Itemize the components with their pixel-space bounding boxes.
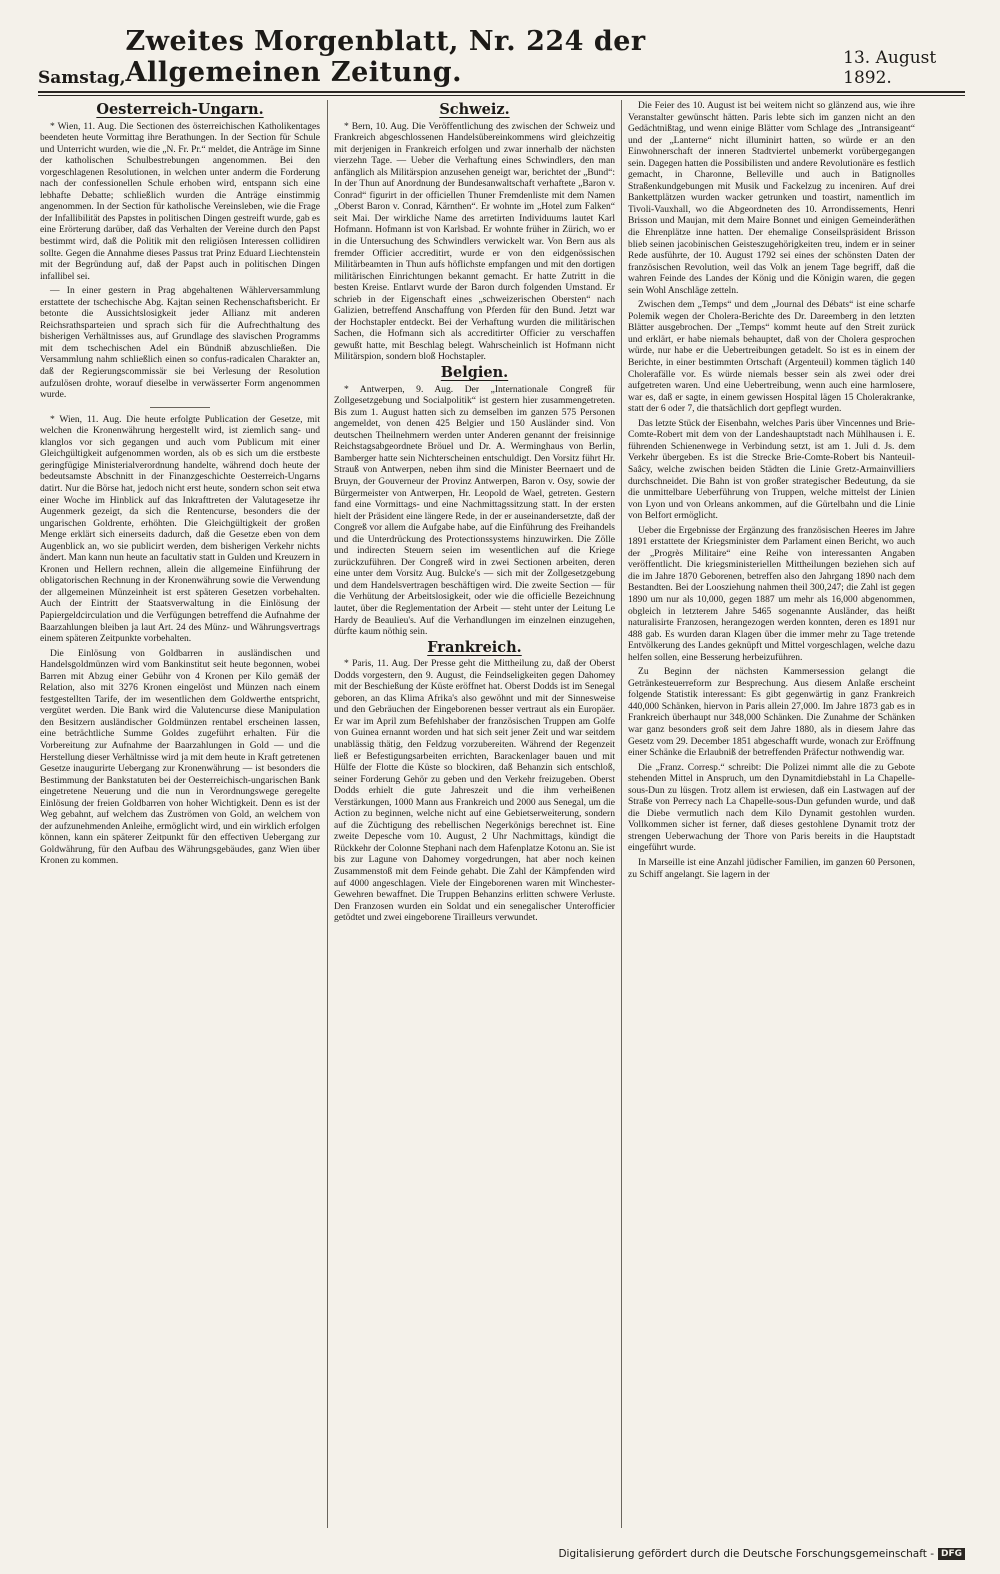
- article-paragraph: Die „Franz. Corresp.“ schreibt: Die Polizei nimmt alle die zu Gebote stehenden Mittel in Anspruch, um den Dynamitdiebstahl in La Chapelle-sous-Dun zu lüsgen. Trotz allem ist erwiesen, daß ein Lastwagen auf der Straße von Perrecy nach La Chapelle-sous-Dun gefunden wurde, und daß die Diebe vermutlich nach dem Kilo Dynamit gestohlen wurden. Vollkommen sicher ist ferner, daß dieses gestohlene Dynamit trotz der strengen Ueberwachung der Thore von Paris bereits in die Hauptstadt eingeführt wurde.: [628, 761, 915, 854]
- column-2: [334, 100, 615, 1528]
- article-paragraph: * Wien, 11. Aug. Die Sectionen des österreichischen Katholikentages beendeten heute Vormittag ihre Berathungen. In der Section für Schule und Unterricht wurden, wie die „N. Fr. Pr.“ meldet, die Anträge im Sinne der katholischen Schulbestrebungen angenommen. Bei den vorgeschlagenen Resolutionen, in welchen unter anderm die Forderung nach der confessionellen Schule erhoben wird, entspann sich eine lebhafte Debatte; schließlich wurden die Anträge einstimmig angenommen. In der Section für katholische Vereinsleben, wie die Frage der Infallibilität des Papstes in politischen Dingen gestreift wurde, gab es eine Erörterung darüber, daß das Verhalten der Vereine durch den Papst bestimmt wird, daß die Politik mit den religiösen Interessen collidiren sollte. Gegen die Annahme dieses Passus trat Prinz Eduard Liechtenstein mit der Begründung auf, daß der Papst auch in politischen Dingen infallibel sei.: [40, 120, 320, 282]
- section-heading-belgium: Belgien.: [440, 364, 509, 382]
- masthead-rule-thin: [38, 95, 965, 96]
- section-heading-austria: Oesterreich-Ungarn.: [96, 101, 264, 118]
- column-divider: [621, 100, 622, 1528]
- article-paragraph: Zu Beginn der nächsten Kammersession gelangt die Getränkesteuerreform zur Besprechung. Aus diesem Anlaße erscheint folgende Statistik interessant: Es gibt gegenwärtig in ganz Frankreich 440,000 Schänken, hiervon in Paris allein 27,000. Im Jahre 1873 gab es in Frankreich überhaupt nur 348,000 Schänken. Die Zunahme der Schänken war ganz besonders groß seit dem Jahre 1880, als in diesem Jahre das Gesetz vom 29. December 1851 abgeschafft wurde, wonach zur Eröffnung einer Schänke die Erlaubniß der betreffenden Präfectur nothwendig war.: [628, 666, 915, 759]
- article-paragraph: Zwischen dem „Temps“ und dem „Journal des Débats“ ist eine scharfe Polemik wegen der Cholera-Berichte des Dr. Dareemberg in den letzten Blätter ausgebrochen. Der „Temps“ kommt heute auf den Streit zurück und erklärt, er habe niemals behauptet, daß von der Cholera gesprochen würde, nur habe er die Uebertreibungen getadelt. So ist es in einem der Berichte, in einer bestimmten Ortschaft (Argenteuil) kommen täglich 140 Cholerafälle vor. Es würde niemals besser sein als zwei oder drei aufgetreten waren. Und eine Uebertreibung, wenn auch eine harmlosere, war es, daß er sagte, in einem gewissen Hospital lägen 15 Cholerakranke, statt der 6 oder 7, die thatsächlich dort gepflegt wurden.: [628, 299, 915, 415]
- column-divider: [327, 100, 328, 1528]
- section-heading-switzerland: Schweiz.: [439, 101, 510, 118]
- article-paragraph: Die Einlösung von Goldbarren in ausländischen und Handelsgoldmünzen wird vom Bankinstitut seit heute begonnen, wobei Barren mit Abzug einer Gebühr von 4 Kronen per Kilo gemäß der Relation, also mit 3276 Kronen eingelöst und Münzen nach einem festgestellten Tarife, der im wesentlichen dem Goldwerthe entspricht, vergütet werden. Die Bank wird die Valutencurse diese Manipulation den Besitzern ausländischer Goldmünzen rentabel erscheinen lassen, eine beträchtliche Summe Goldes zugeführt erhalten. Für die Vorbereitung zur Aufnahme der Baarzahlungen in Gold — und die Herstellung dieser Verhältnisse wird ja mit dem heute in Kraft getretenen Gesetze inaugurirte Uebergang zur Kronenwährung — ist besonders die Bestimmung der Bankstatuten bei der Oesterreichisch-ungarischen Bank eingetretene Neuerung und die nun in Verordnungswege geregelte Einlösung der freien Goldbarren von hoher Wichtigkeit. Denn es ist der Weg gebahnt, auf welchem das Zuströmen von Gold, an welchem von der aufzunehmenden Anleihe, ermöglicht wird, und ein wirklich erfolgen können, kann ein späterer Zeitpunkt für den effectiven Uebergang zur Goldwährung, für den Aufbau des Währungsgebäudes, ganz Wien über Kronen zu kommen.: [40, 647, 320, 867]
- section-heading-france: Frankreich.: [427, 638, 522, 656]
- column-3: [628, 100, 915, 1528]
- article-paragraph: * Paris, 11. Aug. Der Presse geht die Mittheilung zu, daß der Oberst Dodds vorgestern, den 9. August, die Feindseligkeiten gegen Dahomey mit der Beschießung der Küste eröffnet hat. Oberst Dodds ist im Senegal geboren, an das Klima Afrika's also gewöhnt und mit der Sinnesweise und den Gebräuchen der Eingeborenen besser vertraut als ein Europäer. Er war im April zum Befehlshaber der französischen Truppen am Golfe von Guinea ernannt worden und hat sich seit jener Zeit und war seitdem unablässig thätig, den Feldzug vorzubereiten. Während der Regenzeit ließ er Befestigungsarbeiten errichten, Barackenlager bauen und mit Hülfe der Flotte die Küste so blockiren, daß Behanzin sich entschloß, seiner Forderung Gehör zu geben und den Verkehr freizugeben. Oberst Dodds erhielt die gute Jahreszeit und die ihm verheißenen Verstärkungen, 1000 Mann aus Frankreich und 2000 aus Senegal, um die Action zu beginnen, welche nicht auf eine Gebietserweiterung, sondern auf die Züchtigung des rebellischen Negerkönigs berechnet ist. Eine zweite Depesche vom 10. August, 2 Uhr Nachmittags, kündigt die Rückkehr der Colonne Stephani nach dem Hafenplatze Kotonu an. Sie ist bis zur Lagune von Dahomey vorgedrungen, hat aber noch keinen Zusammenstoß mit dem Feinde gehabt. Die Zahl der Kämpfenden wird auf 4000 angeschlagen. Viele der Eingeborenen waren mit Winchester-Gewehren bewaffnet. Die Truppen Behanzins erlitten schwere Verluste. Den Franzosen wurden ein Soldat und ein senegalischer Unterofficier getödtet und zwei eingeborene Tirailleurs verwundet.: [334, 658, 615, 924]
- masthead-rule: [38, 91, 965, 93]
- separator: [150, 407, 210, 408]
- column-1: [40, 100, 320, 1528]
- masthead-date: 13. August 1892.: [843, 48, 937, 88]
- article-paragraph: Das letzte Stück der Eisenbahn, welches Paris über Vincennes und Brie-Comte-Robert mit dem von der Landeshauptstadt nach Mühlhausen i. E. führenden Schienenwege in Verbindung setzt, ist am 1. Juli d. Js. dem Verkehr übergeben. Es ist die Strecke Brie-Comte-Robert bis Nanteuil-Saâcy, welche zwischen beiden Städten die Linie Gretz-Armainvilliers durchschneidet. Die Bahn ist von großer strategischer Bedeutung, da sie die unmittelbare Ueberführung von Truppen, welche mittelst der Linien von Lyon und von Orleans ankommen, auf die Gürtelbahn und die Linie von Belfort ermöglicht.: [628, 417, 915, 522]
- masthead: [38, 26, 965, 88]
- article-paragraph: * Antwerpen, 9. Aug. Der „Internationale Congreß für Zollgesetzgebung und Socialpolitik“ ist gestern hier zusammengetreten. Bis zum 1. August hatten sich zu demselben im ganzen 575 Personen angemeldet, von denen 425 Belgier und 150 Ausländer sind. Von deutschen Theilnehmern werden unter Anderen genannt der freisinnige Reichstagsabgeordnete Bröuel und Dr. A. Werminghaus von Berlin, Bamberger hatte sein Nichterscheinen entschuldigt. Den Vorsitz führt Hr. Strauß von Antwerpen, neben ihm sind die Minister Beernaert und de Bruyn, der Gouverneur der Provinz Antwerpen, Baron v. Osy, sowie der Bürgermeister von Antwerpen, Hr. Leopold de Wael, getreten. Gestern fand eine Vormittags- und eine Nachmittagssitzung statt. In der ersten hielt der Präsident eine längere Rede, in der er auseinandersetzte, daß der Congreß vor allem die Aufgabe habe, auf die Einführung des Freihandels und die Unterdrückung des Protectionssystems hinzuwirken. Die Zölle und indirecten Steuern seien im wesentlichen auf die Kriege zurückzuführen. Der Congreß wird in zwei Sectionen arbeiten, deren eine unter dem Vorsitz Aug. Bulcke's — sich mit der Zollgesetzgebung und dem Handelsvertragen beschäftigen wird. Die zweite Section — für die Verhütung der Arbeitslosigkeit, oder wie die officielle Bezeichnung lautet, über die Reglementation der Arbeit — steht unter der Leitung Le Hardy de Beaulieu's. Auf die Verhandlungen im einzelnen einzugehen, dürfte kaum nöthig sein.: [334, 383, 615, 638]
- article-paragraph: — In einer gestern in Prag abgehaltenen Wählerversammlung erstattete der tschechische Abg. Kajtan seinen Rechenschaftsbericht. Er betonte die Aussichtslosigkeit jeder Allianz mit anderen Reichsrathsparteien und sprach sich für die Aufrechthaltung des bisherigen Verhältnisses aus, auf Grundlage des slavischen Programms mit dem tschechischen Adel ein Bündniß abzuschließen. Die Versammlung nahm schließlich einen so confus-radicalen Charakter an, daß der Regierungscommissär sie bei Verlesung der Resolution aufzulösen drohte, worauf dieselbe in verwässerter Form angenommen wurde.: [40, 285, 320, 401]
- article-paragraph: * Bern, 10. Aug. Die Veröffentlichung des zwischen der Schweiz und Frankreich abgeschlossenen Handelsübereinkommens wird gleichzeitig mit derjenigen in Frankreich erfolgen und zwar innerhalb der nächsten vierzehn Tage. — Ueber die Verhaftung eines Schwindlers, den man anfänglich als Militärspion anzusehen geneigt war, berichtet der „Bund“: In der Thun auf Anordnung der Bundesanwaltschaft verhaftete „Baron v. Conrad“ figurirt in der officiellen Thuner Fremdenliste mit dem Namen „Oberst Baron v. Conrad, Kärnthen“. Er wohnte im „Hotel zum Falken“ seit Mai. Der wirkliche Name des arretirten Individuums lautet Karl Hofmann. Hofmann ist von Karlsbad. Er wohnte früher in Zürich, wo er in die Untersuchung des Schwindlers verwickelt war. Von Bern aus als fremder Officier accreditirt, wurde er von den eidgenössischen Militärbeamten in Thun aufs höflichste empfangen und mit den dortigen militärischen Einrichtungen bekannt gemacht. Er hatte Zutritt in die besten Kreise. Entlarvt wurde der Baron durch folgenden Umstand. Er schrieb in der Eigenschaft eines „schweizerischen Obersten“ nach Galizien, betreffend Anschaffung von Pferden für den Bund. Jetzt war der Hochstapler entdeckt. Bei der Verhaftung wurden die militärischen Sachen, die Hofmann sich als accreditirter Officier zu verschaffen gewußt hatte, mit Beschlag belegt. Wahrscheinlich ist Hofmann nicht Militärspion, sondern bloß Hochstapler.: [334, 120, 615, 363]
- dfg-logo: DFG: [938, 1548, 965, 1560]
- article-paragraph: Die Feier des 10. August ist bei weitem nicht so glänzend aus, wie ihre Veranstalter gewünscht hätten. Paris lebte sich im ganzen nicht an den Gedächtnißtag, und wenn einige Blätter vom Schlage des „Intransigeant“ und der „Lanterne“ nicht illuminirt hatten, so würde er an den Einwohnerschaft der inneren Stadtviertel unbemerkt vorübergegangen sein. Dagegen hatten die Possibilisten und andere Revolutionäre es festlich gemacht, in Charonne, Belleville und auch in Batignolles Straßenkundgebungen mit Musik und Fackelzug zu inceniren. Auf drei Bankettplätzen wurden wacker getrunken und toastirt, namentlich im Tivoli-Vauxhall, wo die Abgeordneten des 10. Arrondissements, Henri Brisson und Maujan, mit dem Maire Bonnet und einigen Gemeinderäthen die Ehrenplätze inne hatten. Der ehemalige Conseilspräsident Brisson blieb seinen jacobinischen Geisteszugehörigkeiten treu, indem er in seiner Rede ausführte, der 10. August 1792 sei eines der schönsten Daten der französischen Revolution, weil das Volk an jenem Tage begriff, daß die wahren Feinde des Landes der König und die Königin waren, die gegen sein Wohl Anschläge zetteln.: [628, 100, 915, 296]
- masthead-title: Zweites Morgenblatt, Nr. 224 der Allgemeinen Zeitung.: [125, 26, 646, 88]
- article-paragraph: Ueber die Ergebnisse der Ergänzung des französischen Heeres im Jahre 1891 erstattete der Kriegsminister dem Parlament einen Bericht, wo auch der „Progrès Militaire“ eine Reihe von interessanten Angaben veröffentlicht. Die kriegsministeriellen Mittheilungen beziehen sich auf die im Jahre 1870 Geborenen, betreffen also den Jahrgang 1890 nach dem Bestandten. Bei der Loosziehung nahmen theil 300,247; die Zahl ist gegen 1890 um nur als 10,000, gegen 1887 um mehr als 16,000 abgenommen, obgleich in letzterem Jahre 5465 sogenannte Ausländer, das heißt naturalisirte Franzosen, herangezogen werden konnten, deren es 1891 nur 488 gab. Es wurden daran Klagen über die immer mehr zu Tage tretende Entvölkerung des Landes geknüpft und Mittel vorgeschlagen, welche dazu helfen sollen, eine Besserung herbeizuführen.: [628, 524, 915, 663]
- article-paragraph: In Marseille ist eine Anzahl jüdischer Familien, im ganzen 60 Personen, zu Schiff angelangt. Sie lagern in der: [628, 857, 915, 880]
- masthead-day: Samstag,: [38, 68, 126, 88]
- footer-text: Digitalisierung gefördert durch die Deutsche Forschungsgemeinschaft -: [558, 1548, 934, 1560]
- digitization-footer: [558, 1548, 965, 1560]
- article-paragraph: * Wien, 11. Aug. Die heute erfolgte Publication der Gesetze, mit welchen die Kronenwährung hergestellt wird, ist ziemlich sang- und klanglos vor sich gegangen und auch vom Publicum mit einer Gleichgültigkeit aufgenommen worden, als ob es sich um die erstbeste geringfügige Ministerialverordnung handelte, während doch heute der bedeutsamste Abschnitt in der Finanzgeschichte Oesterreich-Ungarns datirt. Nur die Börse hat, jedoch nicht erst heute, sondern schon seit etwa einer Woche im Hinblick auf das Inkrafttreten der Valutagesetze ihr Augenmerk gezeigt, da sich die Rentencurse, besonders die der ungarischen Goldrente, erhöhten. Die Gleichgültigkeit der großen Menge erklärt sich einerseits dadurch, daß die Gesetze eben von dem Augenblick an, wo sie publicirt werden, dem bisherigen Verkehr nichts ändert. Man kann nun heute an facultativ statt in Gulden und Kreuzern in Kronen und Hellern rechnen, allein die allgemeine Einführung der obligatorischen Rechnung in der Kronenwährung sowie die Verwendung der allgemeinen Münzeinheit ist erst späteren Gesetzen vorbehalten. Auch der Eintritt der Staatsverwaltung in die Einlösung der Papiergeldcirculation und die Verfügungen betreffend die Aufnahme der Baarzahlungen bleiben ja laut Art. 24 des Münz- und Währungsvertrags einem späteren Zeitpunkte vorbehalten.: [40, 413, 320, 645]
